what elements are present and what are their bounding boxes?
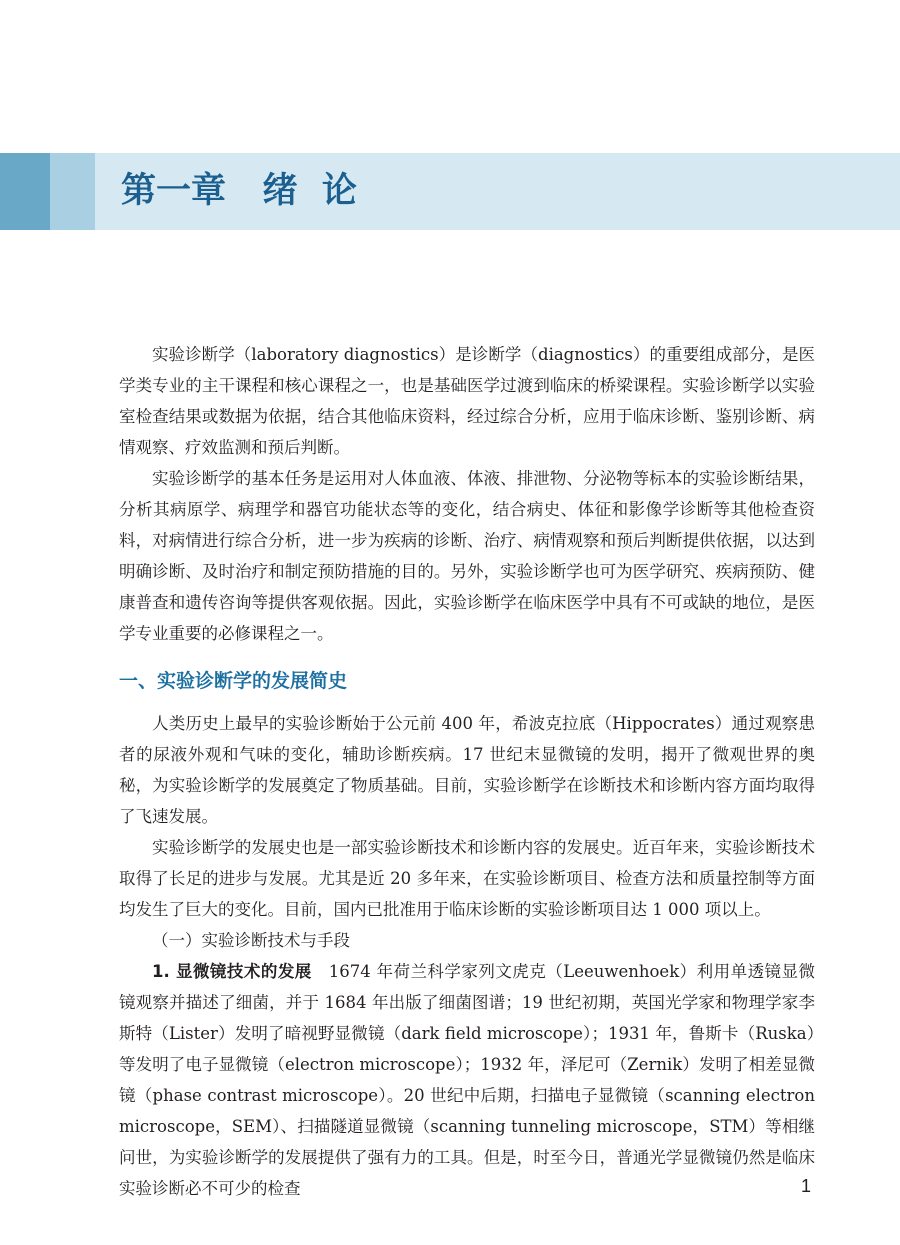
header-accent-light (50, 153, 95, 230)
body-content (119, 339, 815, 1204)
intro-paragraph-1: 实验诊断学（laboratory diagnostics）是诊断学（diagnostics）的重要组成部分，是医学类专业的主干课程和核心课程之一，也是基础医学过渡到临床的桥梁课程。实验诊断学以实验室检查结果或数据为依据，结合其他临床资料，经过综合分析，应用于临床诊断、鉴别诊断、病情观察、疗效监测和预后判断。 (119, 345, 815, 457)
item-text: 1674 年荷兰科学家列文虎克（Leeuwenhoek）利用单透镜显微镜观察并描述了细菌，并于 1684 年出版了细菌图谱；19 世纪初期，英国光学家和物理学家李斯特（Lister）发明了暗视野显微镜（dark field microscope）；1931 年，鲁斯卡（Ruska）等发明了电子显微镜（electron microscope）；1932 年，泽尼可（Zernik）发明了相差显微镜（phase contrast microscope）。20 世纪中后期，扫描电子显微镜（scanning electron microscope，SEM）、扫描隧道显微镜（scanning tunneling microscope，STM）等相继问世，为实验诊断学的发展提供了强有力的工具。但是，时至今日，普通光学显微镜仍然是临床实验诊断必不可少的检查 (119, 962, 816, 1198)
chapter-title: 第一章 绪 论 (121, 171, 357, 211)
intro-paragraph-2: 实验诊断学的基本任务是运用对人体血液、体液、排泄物、分泌物等标本的实验诊断结果，分析其病原学、病理学和器官功能状态等的变化，结合病史、体征和影像学诊断等其他检查资料，对病情进行综合分析，进一步为疾病的诊断、治疗、病情观察和预后判断提供依据，以达到明确诊断、及时治疗和制定预防措施的目的。另外，实验诊断学也可为医学研究、疾病预防、健康普查和遗传咨询等提供客观依据。因此，实验诊断学在临床医学中具有不可或缺的地位，是医学专业重要的必修课程之一。 (119, 469, 815, 643)
item-lead: 1. 显微镜技术的发展 (152, 962, 312, 981)
history-paragraph-1: 人类历史上最早的实验诊断始于公元前 400 年，希波克拉底（Hippocrates）通过观察患者的尿液外观和气味的变化，辅助诊断疾病。17 世纪末显微镜的发明，揭开了微观世界的奥秘，为实验诊断学的发展奠定了物质基础。目前，实验诊断学在诊断技术和诊断内容方面均取得了飞速发展。 (119, 714, 815, 826)
microscope-paragraph (119, 956, 815, 1204)
chapter-header-band (0, 153, 900, 230)
section-heading: 一、实验诊断学的发展简史 (119, 670, 348, 692)
page-number: 1 (801, 1176, 812, 1196)
history-paragraph-2: 实验诊断学的发展史也是一部实验诊断技术和诊断内容的发展史。近百年来，实验诊断技术取得了长足的进步与发展。尤其是近 20 多年来，在实验诊断项目、检查方法和质量控制等方面均发生了巨大的变化。目前，国内已批准用于临床诊断的实验诊断项目达 1 000 项以上。 (119, 838, 815, 919)
header-accent-dark (0, 153, 50, 230)
subsection-heading: （一）实验诊断技术与手段 (152, 931, 350, 950)
